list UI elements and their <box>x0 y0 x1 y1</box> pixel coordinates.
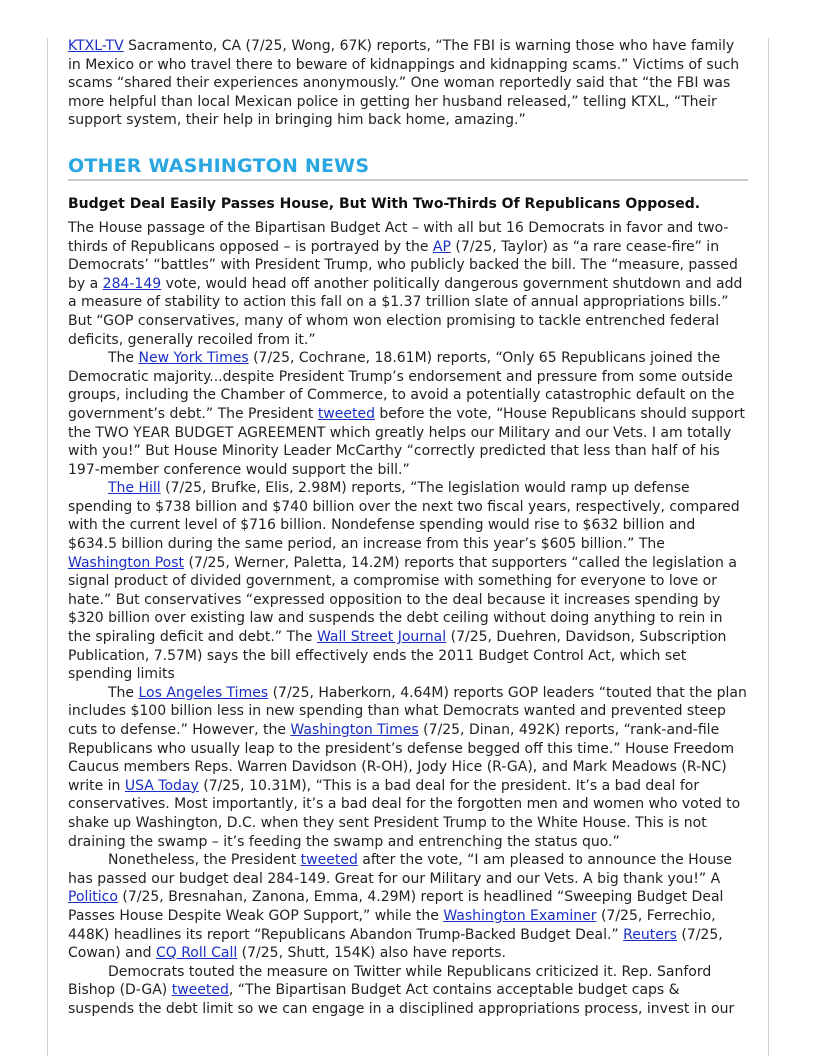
p4-text-c: (7/25, Dinan, 492K) reports, “rank-and-file Republicans who usually leap to the president’s defense begged off this time.” House Freedom Caucus members Reps. Warren Davidson (R-OH), Jody Hice (R-GA), and Mark Meadows (R-NC) write in <box>68 722 735 794</box>
bishop-tweeted-link[interactable]: tweeted <box>171 982 229 999</box>
p2-text-c: before the vote, “House Republicans should support the TWO YEAR BUDGET AGREEMENT which greatly helps our Military and our Vets. I am totally with you!” But House Minority Leader McCarthy “correctly predicted that less than half of his 197-member conference would support the bill.” <box>68 405 745 478</box>
p1-text-a: The House passage of the Bipartisan Budget Act – with all but 16 Democrats in favor and two-thirds of Republicans opposed – is portrayed by the <box>68 219 729 255</box>
p6-text-a: Democrats touted the measure on Twitter while Republicans criticized it. Rep. Sanford Bishop (D-GA) <box>68 963 712 999</box>
p1-text-b: (7/25, Taylor) as “a rare cease-fire” in Democrats’ “battles” with President Trump, who publicly backed the bill. The “measure, passed by a <box>68 238 738 292</box>
article-paragraph-6 <box>68 963 748 1019</box>
p6-text-b: , “The Bipartisan Budget Act contains acceptable budget caps & suspends the debt limit so we can engage in a disciplined appropriations process, invest in our <box>68 982 735 1017</box>
section-heading: OTHER WASHINGTON NEWS <box>68 154 748 181</box>
cq-roll-call-link[interactable]: CQ Roll Call <box>155 945 238 962</box>
ap-link[interactable]: AP <box>432 238 451 255</box>
nyt-link[interactable]: New York Times <box>138 350 249 367</box>
vote-tally-link[interactable]: 284-149 <box>102 275 162 292</box>
page-border-left <box>47 38 48 1056</box>
p5-text-f: (7/25, Shutt, 154K) also have reports. <box>237 945 506 962</box>
ktxl-link[interactable]: KTXL-TV <box>68 38 124 54</box>
wsj-link[interactable]: Wall Street Journal <box>316 629 447 646</box>
p5-text-c: (7/25, Bresnahan, Zanona, Emma, 4.29M) report is headlined “Sweeping Budget Deal Passes House Despite Weak GOP Support,” while the <box>68 889 724 924</box>
washington-examiner-link[interactable]: Washington Examiner <box>443 907 597 924</box>
p3-text-b: (7/25, Werner, Paletta, 14.2M) reports that supporters “called the legislation a signal product of divided government, a compromise with something for everyone to love or hate.” But conservatives “expressed opposition to the deal because it increases spending by $320 billion over existing law and suspends the debt ceiling without doing anything to rein in the spiraling deficit and debt.” The <box>68 554 737 646</box>
the-hill-link[interactable]: The Hill <box>108 480 161 497</box>
washington-post-link[interactable]: Washington Post <box>68 554 185 571</box>
p3-text-a: (7/25, Brufke, Elis, 2.98M) reports, “The legislation would ramp up defense spending to $738 billion and $740 billion over the next two fiscal years, respectively, compared with the current level of $716 billion. Nondefense spending would rise to $632 billion and $634.5 billion during the same period, an increase from this year’s $605 billion.” The <box>68 480 740 553</box>
politico-link[interactable]: Politico <box>68 889 118 906</box>
article-paragraph-2 <box>68 349 748 479</box>
usa-today-link[interactable]: USA Today <box>124 777 199 794</box>
p1-text-c: vote, would head off another politically dangerous government shutdown and add a measure of stability to action this fall on a $1.37 trillion slate of annual appropriations bills.” But “GOP conservatives, many of whom won election promising to tackle entrenched federal deficits, generally recoiled from it.” <box>68 275 743 348</box>
p5-text-d: (7/25, Ferrechio, 448K) headlines its report “Republicans Abandon Trump-Backed Budget Deal.” <box>68 907 716 943</box>
p2-text-a: The <box>108 350 139 367</box>
page-border-right <box>768 38 769 1056</box>
article-paragraph-1 <box>68 219 748 349</box>
p2-text-b: (7/25, Cochrane, 18.61M) reports, “Only 65 Republicans joined the Democratic majority...despite President Trump’s endorsement and pressure from some outside groups, including the Chamber of Commerce, to avoid a potentially catastrophic default on the government’s debt.” The President <box>68 350 735 422</box>
article-paragraph-3 <box>68 479 748 684</box>
p4-text-a: The <box>108 684 139 701</box>
washington-times-link[interactable]: Washington Times <box>290 722 419 738</box>
intro-paragraph <box>68 37 748 130</box>
article-headline: Budget Deal Easily Passes House, But With Two-Thirds Of Republicans Opposed. <box>68 195 701 212</box>
intro-text: Sacramento, CA (7/25, Wong, 67K) reports, “The FBI is warning those who have family in Mexico or who travel there to beware of kidnappings and kidnapping scams.” Victims of such scams “shared their experiences anonymously.” One woman reportedly said that “the FBI was more helpful than local Mexican police in getting her husband released,” telling KTXL, “Their support system, their help in bringing him back home, amazing.” <box>68 38 740 129</box>
article-paragraph-4 <box>68 684 748 851</box>
tweeted-link[interactable]: tweeted <box>317 405 375 422</box>
p4-text-d: (7/25, 10.31M), “This is a bad deal for the president. It’s a bad deal for conservatives. Most importantly, it’s a bad deal for the forgotten men and women who voted to shake up Washington, D.C. when they sent President Trump to the White House. This is not draining the swamp – it’s feeding the swamp and entrenching the status quo.” <box>68 777 741 850</box>
p5-text-a: Nonetheless, the President <box>108 852 301 869</box>
reuters-link[interactable]: Reuters <box>623 926 677 943</box>
tweeted-after-vote-link[interactable]: tweeted <box>300 852 358 869</box>
la-times-link[interactable]: Los Angeles Times <box>138 684 269 701</box>
document-page <box>68 37 748 1019</box>
p3-text-c: (7/25, Duehren, Davidson, Subscription Publication, 7.57M) says the bill effectively ends the 2011 Budget Control Act, which set spending limits <box>68 629 727 683</box>
p4-text-b: (7/25, Haberkorn, 4.64M) reports GOP leaders “touted that the plan includes $100 billion less in new spending than what Democrats wanted and prevented steep cuts to defense.” However, the <box>68 684 747 738</box>
p5-text-b: after the vote, “I am pleased to announce the House has passed our budget deal 284-149. Great for our Military and our Vets. A big thank you!” A <box>68 852 733 887</box>
article-paragraph-5 <box>68 851 748 963</box>
p5-text-e: (7/25, Cowan) and <box>68 926 723 962</box>
